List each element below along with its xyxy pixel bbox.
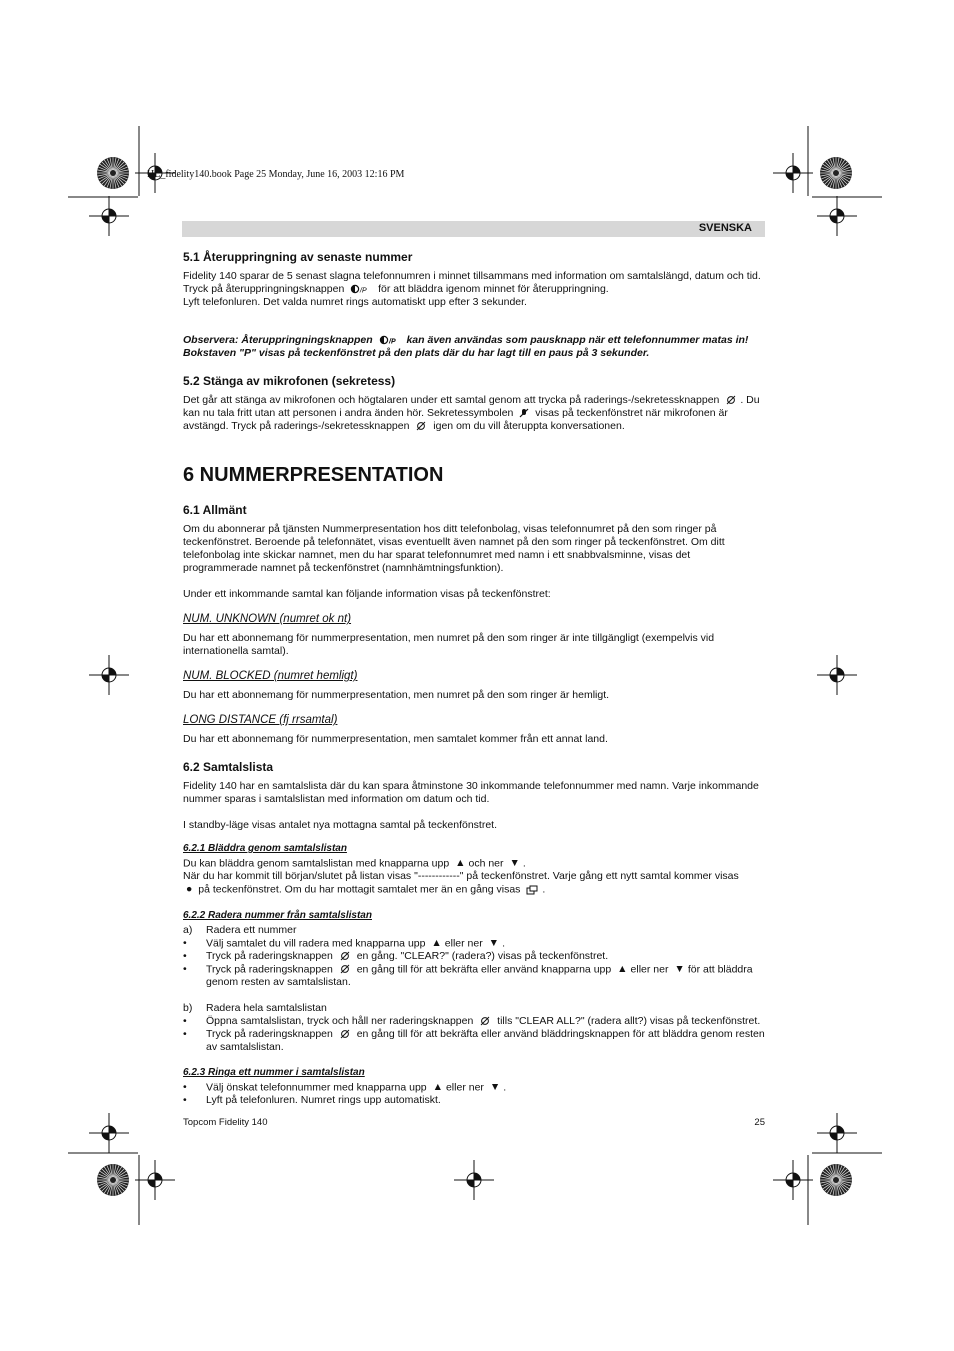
section-6-1-title: 6.1 Allmänt	[183, 503, 247, 517]
list-item: • Välj önskat telefonnummer med knapparna upp ▲ eller ner ▼ .	[183, 1081, 507, 1094]
delete-mute-icon	[415, 421, 427, 431]
section-6-2-1-title: 6.2.1 Bläddra genom samtalslistan	[183, 843, 347, 854]
footer-product: Topcom Fidelity 140	[183, 1117, 268, 1128]
section-5-1-p2: Tryck på återuppringningsknappen /P för att bläddra igenom minnet för återuppringning.	[183, 283, 609, 295]
delete-mute-icon	[339, 1029, 351, 1039]
page-number: 25	[754, 1117, 765, 1128]
repeat-call-icon	[526, 885, 539, 895]
arrow-up-icon: ▲	[617, 962, 628, 975]
language-bar	[182, 221, 765, 237]
arrow-down-icon: ▼	[488, 936, 500, 949]
section-6-2-1-l2: När du har kommit till början/slutet på listan visas "------------" på teckenfönstret. Varje gång ett nytt samtal kommer visas	[183, 870, 739, 883]
term-num-unknown: NUM. UNKNOWN (numret ok nt)	[183, 613, 352, 625]
delete-mute-icon	[479, 1016, 491, 1026]
section-6-2-1-l1: Du kan bläddra genom samtalslistan med knapparna upp ▲ och ner ▼ .	[183, 857, 526, 870]
term-num-unknown-desc: Du har ett abonnemang för nummerpresentation, men numret på den som ringer är inte tillgängligt (exempelvis vid internationella samtal).	[183, 632, 715, 657]
svg-text:/P: /P	[388, 338, 396, 346]
section-6-2-p2: I standby-läge visas antalet nya mottagna samtal på teckenfönstret.	[183, 819, 498, 831]
section-6-1-p1: Om du abonnerar på tjänsten Nummerpresentation hos ditt telefonbolag, visas telefonnumret på den som ringer på teckenfönstret. Beroende på telefonnätet, visas eventuellt även namnet på den som ringer på teckenfönstret. Om ditt telefonbolag inte skickar namnet, men du har sparat telefonnumret med namn i ett snabbvalsminne, visas det programmerade namnet på teckenfönstret (namnhämtningsfunktion).	[183, 523, 725, 574]
list-item: a) Radera ett nummer	[183, 923, 297, 936]
list-item: • Välj samtalet du vill radera med knapparna upp ▲ eller ner ▼ .	[183, 936, 505, 949]
list-item: • Tryck på raderingsknappen en gång till för att bekräfta eller använd bläddringsknappen för att bläddra genom resten av samtalslistan.	[183, 1028, 765, 1054]
term-long-distance: LONG DISTANCE (fj rrsamtal)	[183, 714, 338, 726]
arrow-down-icon: ▼	[489, 1081, 501, 1094]
section-6-2-3-title: 6.2.3 Ringa ett nummer i samtalslistan	[183, 1067, 365, 1079]
list-item: • Tryck på raderingsknappen en gång. "CLEAR?" (radera?) visas på teckenfönstret.	[183, 949, 609, 962]
redial-pause-icon	[379, 335, 401, 345]
section-5-1-p3: Lyft telefonluren. Det valda numret rings automatiskt upp efter 3 sekunder.	[183, 296, 527, 308]
list-item: • Lyft på telefonluren. Numret rings upp automatiskt.	[183, 1094, 441, 1107]
list-item: • Tryck på raderingsknappen en gång till för att bekräfta eller använd knapparna upp ▲ eller ner ▼ för att bläddra genom resten av samtalslistan.	[183, 962, 753, 989]
redial-pause-icon	[350, 284, 372, 294]
section-5-2-p: Det går att stänga av mikrofonen och högtalaren under ett samtal genom att trycka på raderings-/sekretessknappen . Du kan nu tala fritt utan att personen i andra änden hör. Sekretessymbolen visas på teckenfönstret när mikrofonen är avstängd. Tryck på raderings-/sekretessknappen igen om du vill återuppta konversationen.	[183, 394, 760, 432]
mute-symbol-icon	[519, 408, 529, 418]
new-call-dot-icon: ●	[186, 883, 193, 896]
arrow-up-icon: ▲	[455, 857, 466, 869]
arrow-up-icon: ▲	[432, 1081, 443, 1094]
section-5-1-note: Observera: Återuppringningsknappen /P kan även användas som pausknapp när ett telefonnummer matas in! Bokstaven "P" visas på teckenfönstret på den plats där du har lagt till en paus på 3 sekunder.	[183, 334, 749, 359]
term-num-blocked-desc: Du har ett abonnemang för nummerpresentation, men numret på den som ringer är hemligt.	[183, 689, 610, 701]
section-6-2-p1: Fidelity 140 har en samtalslista där du kan spara åtminstone 30 inkommande telefonnummer med namn. Varje inkommande nummer sparas i samtalslistan med information om datum och tid.	[183, 780, 759, 805]
section-6-2-title: 6.2 Samtalslista	[183, 760, 274, 774]
section-5-1-p1: Fidelity 140 sparar de 5 senast slagna telefonnumren i minnet tillsammans med information om samtalslängd, datum och tid.	[183, 270, 761, 282]
delete-mute-icon	[339, 951, 351, 961]
section-6-2-2-title: 6.2.2 Radera nummer från samtalslistan	[183, 909, 372, 921]
arrow-down-icon: ▼	[509, 857, 520, 869]
page-content	[183, 244, 765, 1107]
list-item: b) Radera hela samtalslistan	[183, 1002, 327, 1015]
section-5-1-title: 5.1 Återuppringning av senaste nummer	[183, 250, 413, 264]
section-5-2-title: 5.2 Stänga av mikrofonen (sekretess)	[183, 374, 396, 388]
term-long-distance-desc: Du har ett abonnemang för nummerpresentation, men samtalet kommer från ett annat land.	[183, 733, 608, 745]
delete-mute-icon	[339, 964, 351, 974]
language-label: SVENSKA	[698, 222, 752, 234]
arrow-down-icon: ▼	[674, 962, 685, 975]
section-6-1-p2: Under ett inkommande samtal kan följande information visas på teckenfönstret:	[183, 588, 551, 600]
delete-mute-icon	[725, 395, 737, 405]
chapter-title: 6 NUMMERPRESENTATION	[183, 464, 444, 486]
arrow-up-icon: ▲	[431, 936, 442, 949]
file-header: HL_fidelity140.book Page 25 Monday, June 16, 2003 12:16 PM	[147, 169, 405, 180]
list-item: • Öppna samtalslistan, tryck och håll ner raderingsknappen tills "CLEAR ALL?" (radera allt?) visas på teckenfönstret.	[183, 1015, 761, 1028]
svg-text:/P: /P	[360, 287, 367, 295]
term-num-blocked: NUM. BLOCKED (numret hemligt)	[183, 670, 358, 682]
section-6-2-1-l3: ● på teckenfönstret. Om du har mottagit samtalet mer än en gång visas .	[186, 883, 546, 896]
